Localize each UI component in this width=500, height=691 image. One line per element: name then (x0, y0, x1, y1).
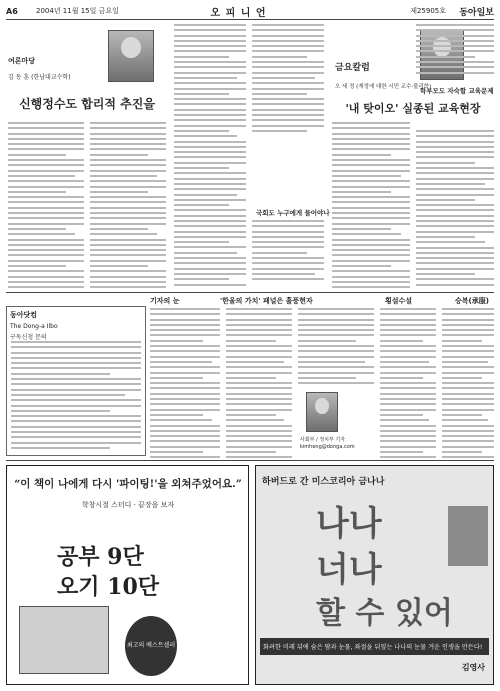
headline-left: 신행정수도 합리적 추진을 (19, 97, 155, 111)
article-body-mid-a (174, 24, 246, 284)
ad2-tagline: 화려한 미래 뒤에 숨은 땀과 눈물, 좌절을 뒤엎는 나나의 눈물 겨운 인생을 만든다! (260, 638, 489, 655)
article-body-lower-2 (226, 308, 292, 456)
ad2-publisher: 김영사 (461, 663, 485, 672)
book-ad-left[interactable] (6, 465, 249, 685)
ad2-top-line: 하버드로 간 미스코리아 금나나 (262, 477, 385, 487)
edition-note: 제25905호 (410, 7, 446, 15)
author-left: 김 동 훈 (한남대교수학) (8, 74, 71, 81)
article-body-lower-5 (442, 308, 494, 456)
ad-title-line2: 오기 10단 (57, 574, 160, 600)
column-label-right: 금요칼럼 (335, 63, 370, 73)
subscription-title: 동아닷컴 (10, 311, 38, 319)
subscription-subtitle: The Dong-a Ilbo (10, 323, 58, 330)
author-right: 오 세 정 (재정에 대한 시민 교수·물리학) (335, 84, 432, 90)
subscription-details (11, 341, 141, 451)
article-body-left-b (90, 122, 166, 288)
article-body-lower-3 (298, 308, 374, 384)
subscription-box (6, 306, 146, 456)
ad-subline: 학창시절 스터디 · 끝장을 보자 (81, 501, 175, 509)
issue-date: 2004년 11월 15일 금요일 (36, 7, 119, 15)
article-body-right-top (416, 24, 494, 74)
book-cover-image (19, 606, 109, 674)
article-body-left-a (8, 122, 84, 288)
subscription-contact-label: 구독신청 문의 (10, 334, 47, 341)
ad2-big-line1: 나나 (316, 504, 382, 544)
ad-rule (6, 460, 494, 461)
reporter-byline: 사회부 / 정치부 기자 (300, 437, 346, 443)
article-body-mid-b (252, 24, 324, 134)
author-photo-left (108, 30, 154, 82)
ad-title-line1: 공부 9단 (57, 544, 144, 570)
subhead-right: 학부모도 자숙할 교육문제 (420, 87, 494, 95)
column-label-left: 여론마당 (8, 57, 36, 65)
page-number: A6 (6, 6, 18, 16)
mid-rule (6, 292, 494, 293)
ad2-big-line2: 너나 (316, 550, 382, 590)
column-label-right-lower: 승복(承服) (455, 297, 489, 305)
section-title: 오 피 니 언 (210, 7, 267, 19)
subhead-mid: 국회도 누구에게 물어야나 (256, 209, 330, 217)
article-body-right-b (416, 130, 494, 288)
column-label-reporter: 기자의 눈 (150, 297, 180, 305)
article-body-mid-c (252, 220, 324, 284)
ad2-big-line3: 할 수 있어 (316, 596, 453, 631)
article-body-lower-4 (380, 308, 436, 456)
ad-quote: “이 책이 나에게 다시 '파이팅!'을 외쳐주었어요.” (14, 478, 242, 490)
ad-badge: 최고의 베스트셀러 (125, 616, 177, 676)
column-label-editorial: '한울의 가치' 패널은 흘풍현자 (220, 297, 313, 305)
page-header (6, 4, 494, 18)
reporter-photo (306, 392, 338, 432)
reporter-email: kimheng@donga.com (300, 444, 355, 450)
headline-right: '내 탓이오' 실종된 교육현장 (345, 102, 481, 115)
header-rule (6, 19, 494, 20)
newspaper-logo: 동아일보 (459, 7, 494, 18)
column-label-hoengseol: 횡설수설 (385, 297, 413, 305)
article-body-lower-1 (150, 308, 220, 456)
article-body-right-a (332, 122, 410, 288)
book-ad-right[interactable] (255, 465, 494, 685)
ad2-photo (448, 506, 488, 566)
